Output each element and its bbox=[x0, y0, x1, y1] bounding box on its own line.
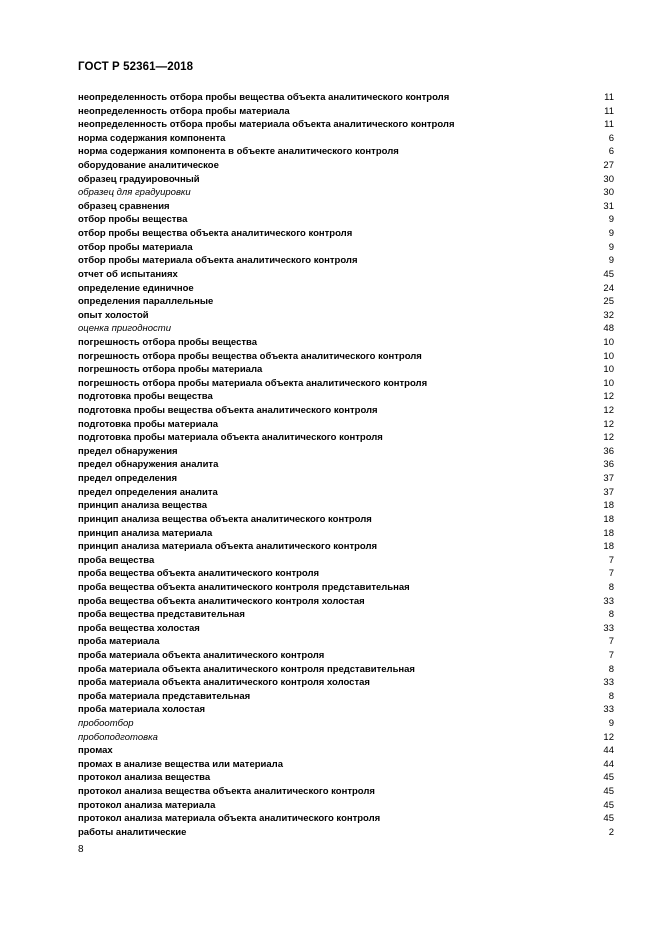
index-entry bbox=[78, 431, 614, 445]
index-page-ref: 8 bbox=[608, 690, 614, 702]
index-entry bbox=[78, 581, 614, 595]
index-entry bbox=[78, 635, 614, 649]
index-entry bbox=[78, 227, 614, 241]
index-term: погрешность отбора пробы материала объекта аналитического контроля bbox=[78, 377, 428, 389]
index-term: погрешность отбора пробы вещества объекта аналитического контроля bbox=[78, 350, 422, 362]
index-page-ref: 18 bbox=[603, 500, 614, 512]
index-page-ref: 9 bbox=[608, 718, 614, 730]
index-entry bbox=[78, 486, 614, 500]
index-term: норма содержания компонента в объекте аналитического контроля bbox=[78, 146, 399, 158]
index-term: работы аналитические bbox=[78, 826, 187, 838]
index-term: протокол анализа вещества объекта аналитического контроля bbox=[78, 786, 375, 798]
index-entry bbox=[78, 731, 614, 745]
index-page-ref: 9 bbox=[608, 255, 614, 267]
index-entry bbox=[78, 118, 614, 132]
index-entry bbox=[78, 418, 614, 432]
index-term: протокол анализа материала bbox=[78, 799, 216, 811]
index-term: принцип анализа вещества объекта аналитического контроля bbox=[78, 513, 372, 525]
index-entry bbox=[78, 703, 614, 717]
index-page-ref: 30 bbox=[603, 173, 614, 185]
index-entry bbox=[78, 799, 614, 813]
index-term: проба материала объекта аналитического контроля bbox=[78, 649, 325, 661]
index-term: подготовка пробы материала объекта аналитического контроля bbox=[78, 432, 383, 444]
index-entry bbox=[78, 744, 614, 758]
index-entry bbox=[78, 309, 614, 323]
index-entry bbox=[78, 200, 614, 214]
index-term: проба вещества bbox=[78, 554, 155, 566]
index-page-ref: 6 bbox=[608, 132, 614, 144]
index-entry bbox=[78, 173, 614, 187]
index-entry bbox=[78, 445, 614, 459]
index-term: отчет об испытаниях bbox=[78, 268, 178, 280]
index-entry bbox=[78, 472, 614, 486]
index-entry bbox=[78, 404, 614, 418]
index-entry bbox=[78, 377, 614, 391]
index-page-ref: 9 bbox=[608, 241, 614, 253]
document-header: ГОСТ Р 52361—2018 bbox=[78, 61, 194, 73]
index-term: предел определения bbox=[78, 473, 178, 485]
index-entry bbox=[78, 105, 614, 119]
index-page-ref: 32 bbox=[603, 309, 614, 321]
index-page-ref: 12 bbox=[603, 432, 614, 444]
index-term: предел обнаружения аналита bbox=[78, 459, 219, 471]
index-entry bbox=[78, 241, 614, 255]
index-entry bbox=[78, 540, 614, 554]
index-page-ref: 7 bbox=[608, 568, 614, 580]
index-page-ref: 18 bbox=[603, 541, 614, 553]
index-entry bbox=[78, 282, 614, 296]
index-entry bbox=[78, 608, 614, 622]
index-term: отбор пробы материала объекта аналитического контроля bbox=[78, 255, 358, 267]
index-term: проба материала bbox=[78, 636, 160, 648]
index-page-ref: 11 bbox=[604, 92, 614, 103]
index-term: проба материала объекта аналитического контроля представительная bbox=[78, 663, 415, 675]
index-entry bbox=[78, 649, 614, 663]
index-page-ref: 8 bbox=[608, 581, 614, 593]
index-term: отбор пробы вещества bbox=[78, 214, 188, 226]
index-term: погрешность отбора пробы вещества bbox=[78, 336, 258, 348]
index-term: неопределенность отбора пробы материала bbox=[78, 105, 290, 117]
index-term: оценка пригодности bbox=[78, 323, 172, 335]
index-term: подготовка пробы вещества объекта аналитического контроля bbox=[78, 405, 378, 417]
index-term: подготовка пробы материала bbox=[78, 418, 219, 430]
index-page-ref: 12 bbox=[603, 731, 614, 743]
index-entry bbox=[78, 622, 614, 636]
index-page-ref: 45 bbox=[603, 786, 614, 798]
index-entry bbox=[78, 785, 614, 799]
index-entry bbox=[78, 186, 614, 200]
index-page-ref: 9 bbox=[608, 228, 614, 240]
index-term: отбор пробы вещества объекта аналитического контроля bbox=[78, 228, 353, 240]
index-page-ref: 27 bbox=[603, 160, 614, 172]
index-page-ref: 44 bbox=[603, 745, 614, 757]
index-page-ref: 18 bbox=[603, 513, 614, 525]
index-entry bbox=[78, 336, 614, 350]
index-page-ref: 25 bbox=[603, 296, 614, 308]
index-term: проба вещества объекта аналитического контроля холостая bbox=[78, 595, 365, 607]
index-page-ref: 33 bbox=[603, 704, 614, 716]
index-page-ref: 31 bbox=[603, 200, 614, 212]
index-page-ref: 7 bbox=[608, 636, 614, 648]
index-entry bbox=[78, 663, 614, 677]
index-entry bbox=[78, 812, 614, 826]
index-page-ref: 45 bbox=[603, 813, 614, 825]
index-entry bbox=[78, 132, 614, 146]
index-page-ref: 48 bbox=[603, 323, 614, 335]
index-entry bbox=[78, 676, 614, 690]
index-term: неопределенность отбора пробы материала объекта аналитического контроля bbox=[78, 119, 455, 131]
index-term: погрешность отбора пробы материала bbox=[78, 364, 263, 376]
index-page-ref: 7 bbox=[608, 649, 614, 661]
index-page-ref: 24 bbox=[603, 282, 614, 294]
index-page-ref: 11 bbox=[604, 119, 614, 131]
index-entry bbox=[78, 390, 614, 404]
index-page-ref: 45 bbox=[603, 268, 614, 280]
index-entry bbox=[78, 595, 614, 609]
index-term: пробоподготовка bbox=[78, 731, 158, 743]
index-entry bbox=[78, 91, 614, 105]
index-page-ref: 30 bbox=[603, 187, 614, 199]
index-term: оборудование аналитическое bbox=[78, 160, 219, 172]
index-term: определение единичное bbox=[78, 282, 194, 294]
index-entry bbox=[78, 690, 614, 704]
index-entry bbox=[78, 758, 614, 772]
index-page-ref: 12 bbox=[603, 405, 614, 417]
index-term: проба материала объекта аналитического контроля холостая bbox=[78, 677, 370, 689]
index-entry bbox=[78, 826, 614, 840]
index-entry bbox=[78, 322, 614, 336]
index-term: протокол анализа материала объекта аналитического контроля bbox=[78, 813, 381, 825]
index-term: образец для градуировки bbox=[78, 187, 191, 199]
index-page-ref: 10 bbox=[603, 350, 614, 362]
index-page-ref: 44 bbox=[603, 758, 614, 770]
index-term: норма содержания компонента bbox=[78, 132, 226, 144]
index-term: промах в анализе вещества или материала bbox=[78, 758, 283, 770]
index-term: проба вещества холостая bbox=[78, 622, 200, 634]
index-page-ref: 36 bbox=[603, 459, 614, 471]
index-term: опыт холостой bbox=[78, 309, 149, 321]
index-entry bbox=[78, 268, 614, 282]
index-entry bbox=[78, 254, 614, 268]
index-page-ref: 12 bbox=[603, 418, 614, 430]
index-page-ref: 45 bbox=[603, 799, 614, 811]
index-page-ref: 36 bbox=[603, 445, 614, 457]
page-number: 8 bbox=[78, 844, 84, 855]
index-entry bbox=[78, 554, 614, 568]
index-term: подготовка пробы вещества bbox=[78, 391, 213, 403]
index-entry bbox=[78, 717, 614, 731]
index-term: проба вещества представительная bbox=[78, 609, 245, 621]
index-term: неопределенность отбора пробы вещества объекта аналитического контроля bbox=[78, 92, 450, 103]
index-page-ref: 10 bbox=[603, 364, 614, 376]
index-entry bbox=[78, 771, 614, 785]
index-term: принцип анализа материала объекта аналитического контроля bbox=[78, 541, 378, 553]
index-page-ref: 12 bbox=[603, 391, 614, 403]
index-page-ref: 8 bbox=[608, 609, 614, 621]
index-term: принцип анализа вещества bbox=[78, 500, 207, 512]
index-page-ref: 10 bbox=[603, 377, 614, 389]
index-page-ref: 11 bbox=[604, 105, 614, 117]
index-page-ref: 37 bbox=[603, 486, 614, 498]
index-page-ref: 7 bbox=[608, 554, 614, 566]
index-page-ref: 6 bbox=[608, 146, 614, 158]
index-entry bbox=[78, 295, 614, 309]
index-term: протокол анализа вещества bbox=[78, 772, 211, 784]
alphabetical-index bbox=[78, 91, 614, 840]
index-entry bbox=[78, 458, 614, 472]
index-term: определения параллельные bbox=[78, 296, 214, 308]
index-entry bbox=[78, 499, 614, 513]
index-page-ref: 33 bbox=[603, 677, 614, 689]
index-term: принцип анализа материала bbox=[78, 527, 213, 539]
index-term: промах bbox=[78, 745, 113, 757]
index-term: отбор пробы материала bbox=[78, 241, 193, 253]
index-term: проба материала холостая bbox=[78, 704, 206, 716]
index-page-ref: 8 bbox=[608, 663, 614, 675]
index-term: образец градуировочный bbox=[78, 173, 200, 185]
index-entry bbox=[78, 527, 614, 541]
index-page-ref: 9 bbox=[608, 214, 614, 226]
index-entry bbox=[78, 145, 614, 159]
index-entry bbox=[78, 350, 614, 364]
index-entry bbox=[78, 567, 614, 581]
index-term: пробоотбор bbox=[78, 718, 134, 730]
index-term: образец сравнения bbox=[78, 200, 170, 212]
index-entry bbox=[78, 159, 614, 173]
index-page-ref: 45 bbox=[603, 772, 614, 784]
index-term: проба материала представительная bbox=[78, 690, 251, 702]
index-term: проба вещества объекта аналитического контроля представительная bbox=[78, 581, 410, 593]
index-page-ref: 2 bbox=[608, 826, 614, 838]
index-term: предел определения аналита bbox=[78, 486, 218, 498]
index-term: предел обнаружения bbox=[78, 445, 178, 457]
index-entry bbox=[78, 363, 614, 377]
index-entry bbox=[78, 513, 614, 527]
index-page-ref: 33 bbox=[603, 595, 614, 607]
index-term: проба вещества объекта аналитического контроля bbox=[78, 568, 320, 580]
index-page-ref: 33 bbox=[603, 622, 614, 634]
index-page-ref: 10 bbox=[603, 336, 614, 348]
index-page-ref: 18 bbox=[603, 527, 614, 539]
index-entry bbox=[78, 213, 614, 227]
index-page-ref: 37 bbox=[603, 473, 614, 485]
